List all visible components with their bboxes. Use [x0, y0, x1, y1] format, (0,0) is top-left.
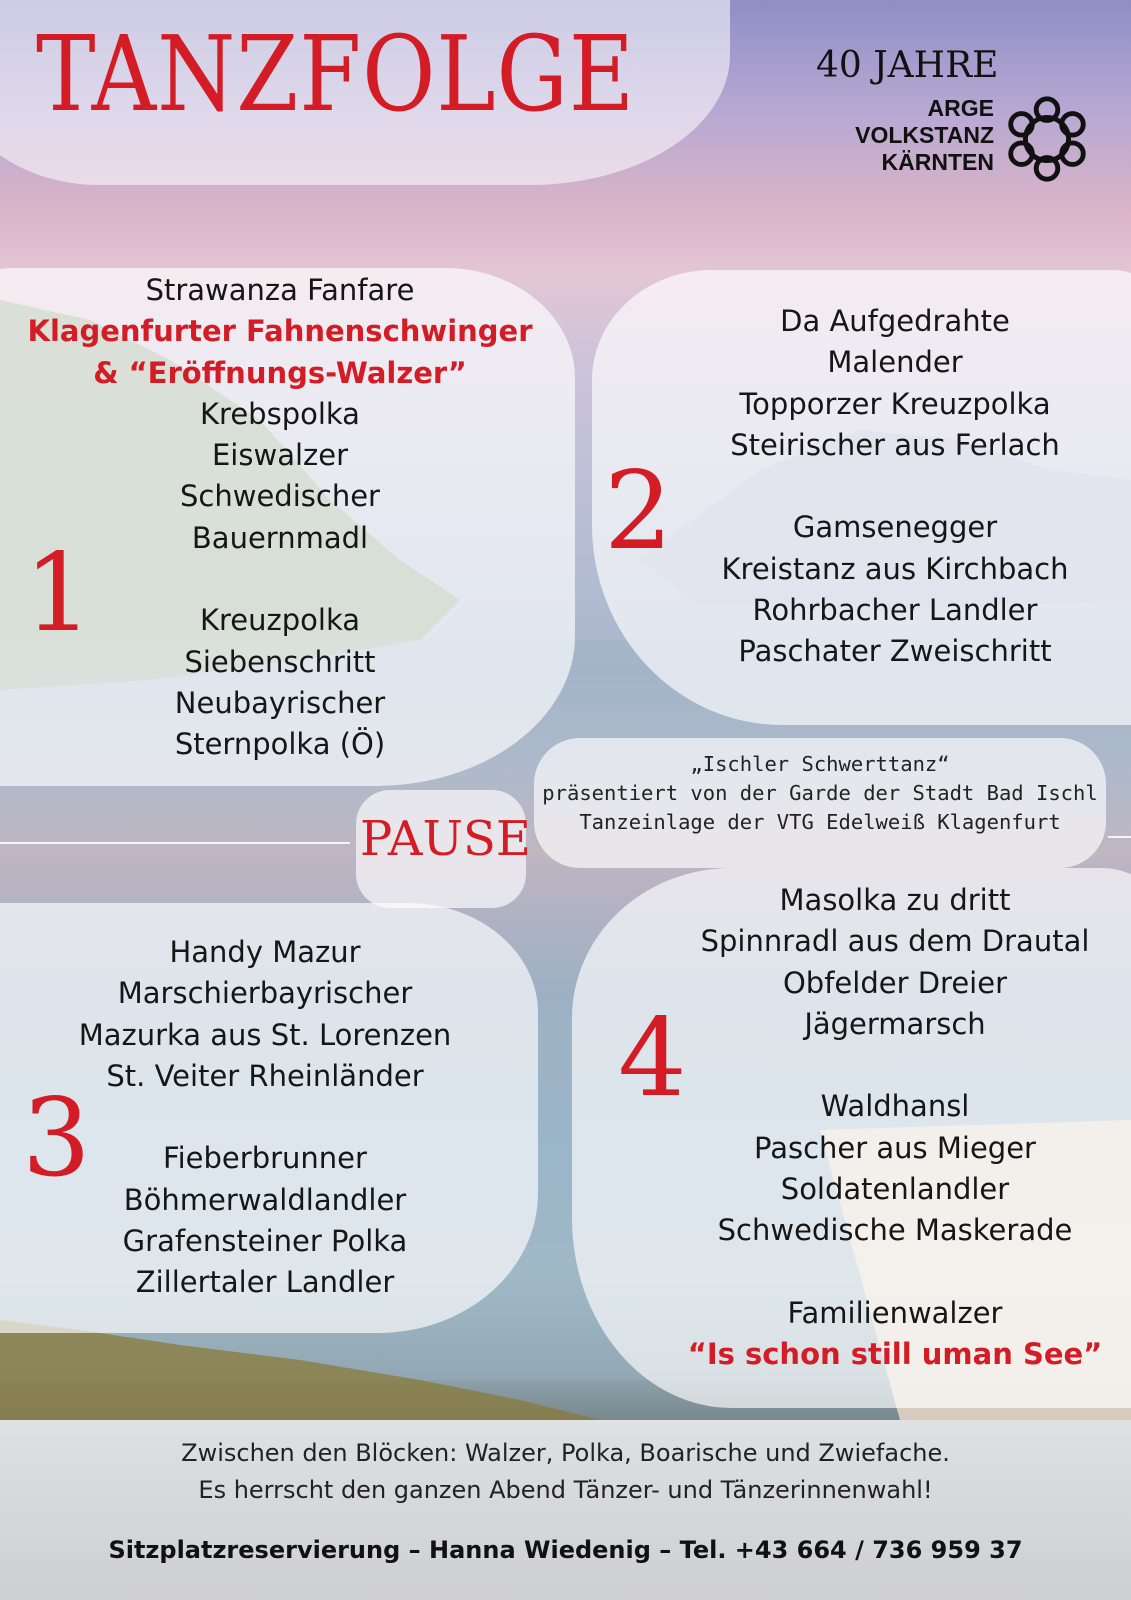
dance-item: Malender	[827, 345, 963, 380]
interlude-line: präsentiert von der Garde der Stadt Bad Ischl	[542, 781, 1098, 805]
dance-item: Mazurka aus St. Lorenzen	[78, 1017, 452, 1052]
dance-item: Gamsenegger	[792, 510, 998, 545]
dance-item: Waldhansl	[820, 1089, 970, 1124]
dance-item: Zillertaler Landler	[135, 1265, 395, 1300]
closing-dance: Familienwalzer	[787, 1295, 1003, 1330]
dance-item: Kreistanz aus Kirchbach	[721, 551, 1069, 586]
footer-band	[0, 1420, 1131, 1600]
block4-number: 4	[618, 996, 687, 1121]
dance-item: Marschierbayrischer	[117, 976, 413, 1011]
dance-item: Schwedische Maskerade	[717, 1213, 1073, 1248]
dance-item: Siebenschritt	[184, 644, 376, 679]
dance-item: Topporzer Kreuzpolka	[739, 386, 1051, 421]
logo-years: 40 JAHRE	[816, 45, 999, 86]
dance-item: Fieberbrunner	[163, 1141, 367, 1176]
pause-label: PAUSE	[360, 811, 531, 867]
dance-item: Sternpolka (Ö)	[174, 727, 386, 762]
interlude-text	[540, 750, 1100, 837]
footer-contact: Sitzplatzreservierung – Hanna Wiedenig – Tel. +43 664 / 736 959 37	[108, 1536, 1023, 1564]
dance-item: Böhmerwaldlandler	[123, 1182, 407, 1217]
logo-org-line: KÄRNTEN	[881, 149, 994, 175]
spiral-wreath-icon	[998, 90, 1096, 188]
dance-item: Da Aufgedrahte	[780, 304, 1010, 338]
block1-highlight: & “Eröffnungs-Walzer”	[93, 355, 467, 390]
block1-number: 1	[24, 531, 93, 656]
block2-list	[670, 301, 1120, 673]
dance-item: Krebspolka	[200, 396, 360, 431]
block4-list	[665, 880, 1125, 1376]
dance-item: Jägermarsch	[804, 1006, 986, 1041]
dance-item: Steirischer aus Ferlach	[730, 427, 1060, 462]
dance-item: Handy Mazur	[169, 935, 361, 969]
block1-highlight: Klagenfurter Fahnenschwinger	[27, 314, 533, 349]
block2-number: 2	[604, 449, 673, 574]
dance-item: Pascher aus Mieger	[754, 1130, 1036, 1165]
block3-list	[30, 932, 500, 1304]
dance-item: Rohrbacher Landler	[752, 593, 1038, 628]
dance-item: Paschater Zweischritt	[738, 634, 1052, 669]
footer-line-2: Es herrscht den ganzen Abend Tänzer- und Tänzerinnenwahl!	[198, 1476, 933, 1504]
dance-item: Schwedischer	[180, 479, 380, 514]
dance-item: Neubayrischer	[174, 685, 386, 720]
dance-item: Spinnradl aus dem Drautal	[700, 924, 1090, 959]
logo-org-line: ARGE	[927, 95, 994, 121]
divider-left	[0, 842, 350, 844]
dance-item: Kreuzpolka	[199, 603, 360, 638]
divider-right	[1108, 836, 1131, 838]
dance-item: Eiswalzer	[211, 438, 349, 473]
block3-number: 3	[22, 1076, 91, 1201]
dance-item: Bauernmadl	[191, 520, 369, 555]
footer-line-1: Zwischen den Blöcken: Walzer, Polka, Boarische und Zwiefache.	[181, 1439, 950, 1467]
page-title: TANZFOLGE	[36, 13, 636, 135]
dance-item: Masolka zu dritt	[779, 883, 1011, 917]
dance-item: Grafensteiner Polka	[122, 1224, 408, 1259]
block1-list	[10, 270, 550, 766]
dance-item: Soldatenlandler	[780, 1172, 1010, 1207]
logo-org-name	[800, 95, 994, 176]
interlude-line: Tanzeinlage der VTG Edelweiß Klagenfurt	[579, 810, 1061, 834]
interlude-line: „Ischler Schwerttanz“	[690, 752, 950, 776]
block1-intro: Strawanza Fanfare	[145, 273, 415, 307]
logo-org-line: VOLKSTANZ	[855, 122, 994, 148]
dance-item: St. Veiter Rheinländer	[106, 1058, 424, 1093]
closing-highlight: “Is schon still uman See”	[687, 1337, 1103, 1372]
dance-item: Obfelder Dreier	[782, 965, 1007, 1000]
